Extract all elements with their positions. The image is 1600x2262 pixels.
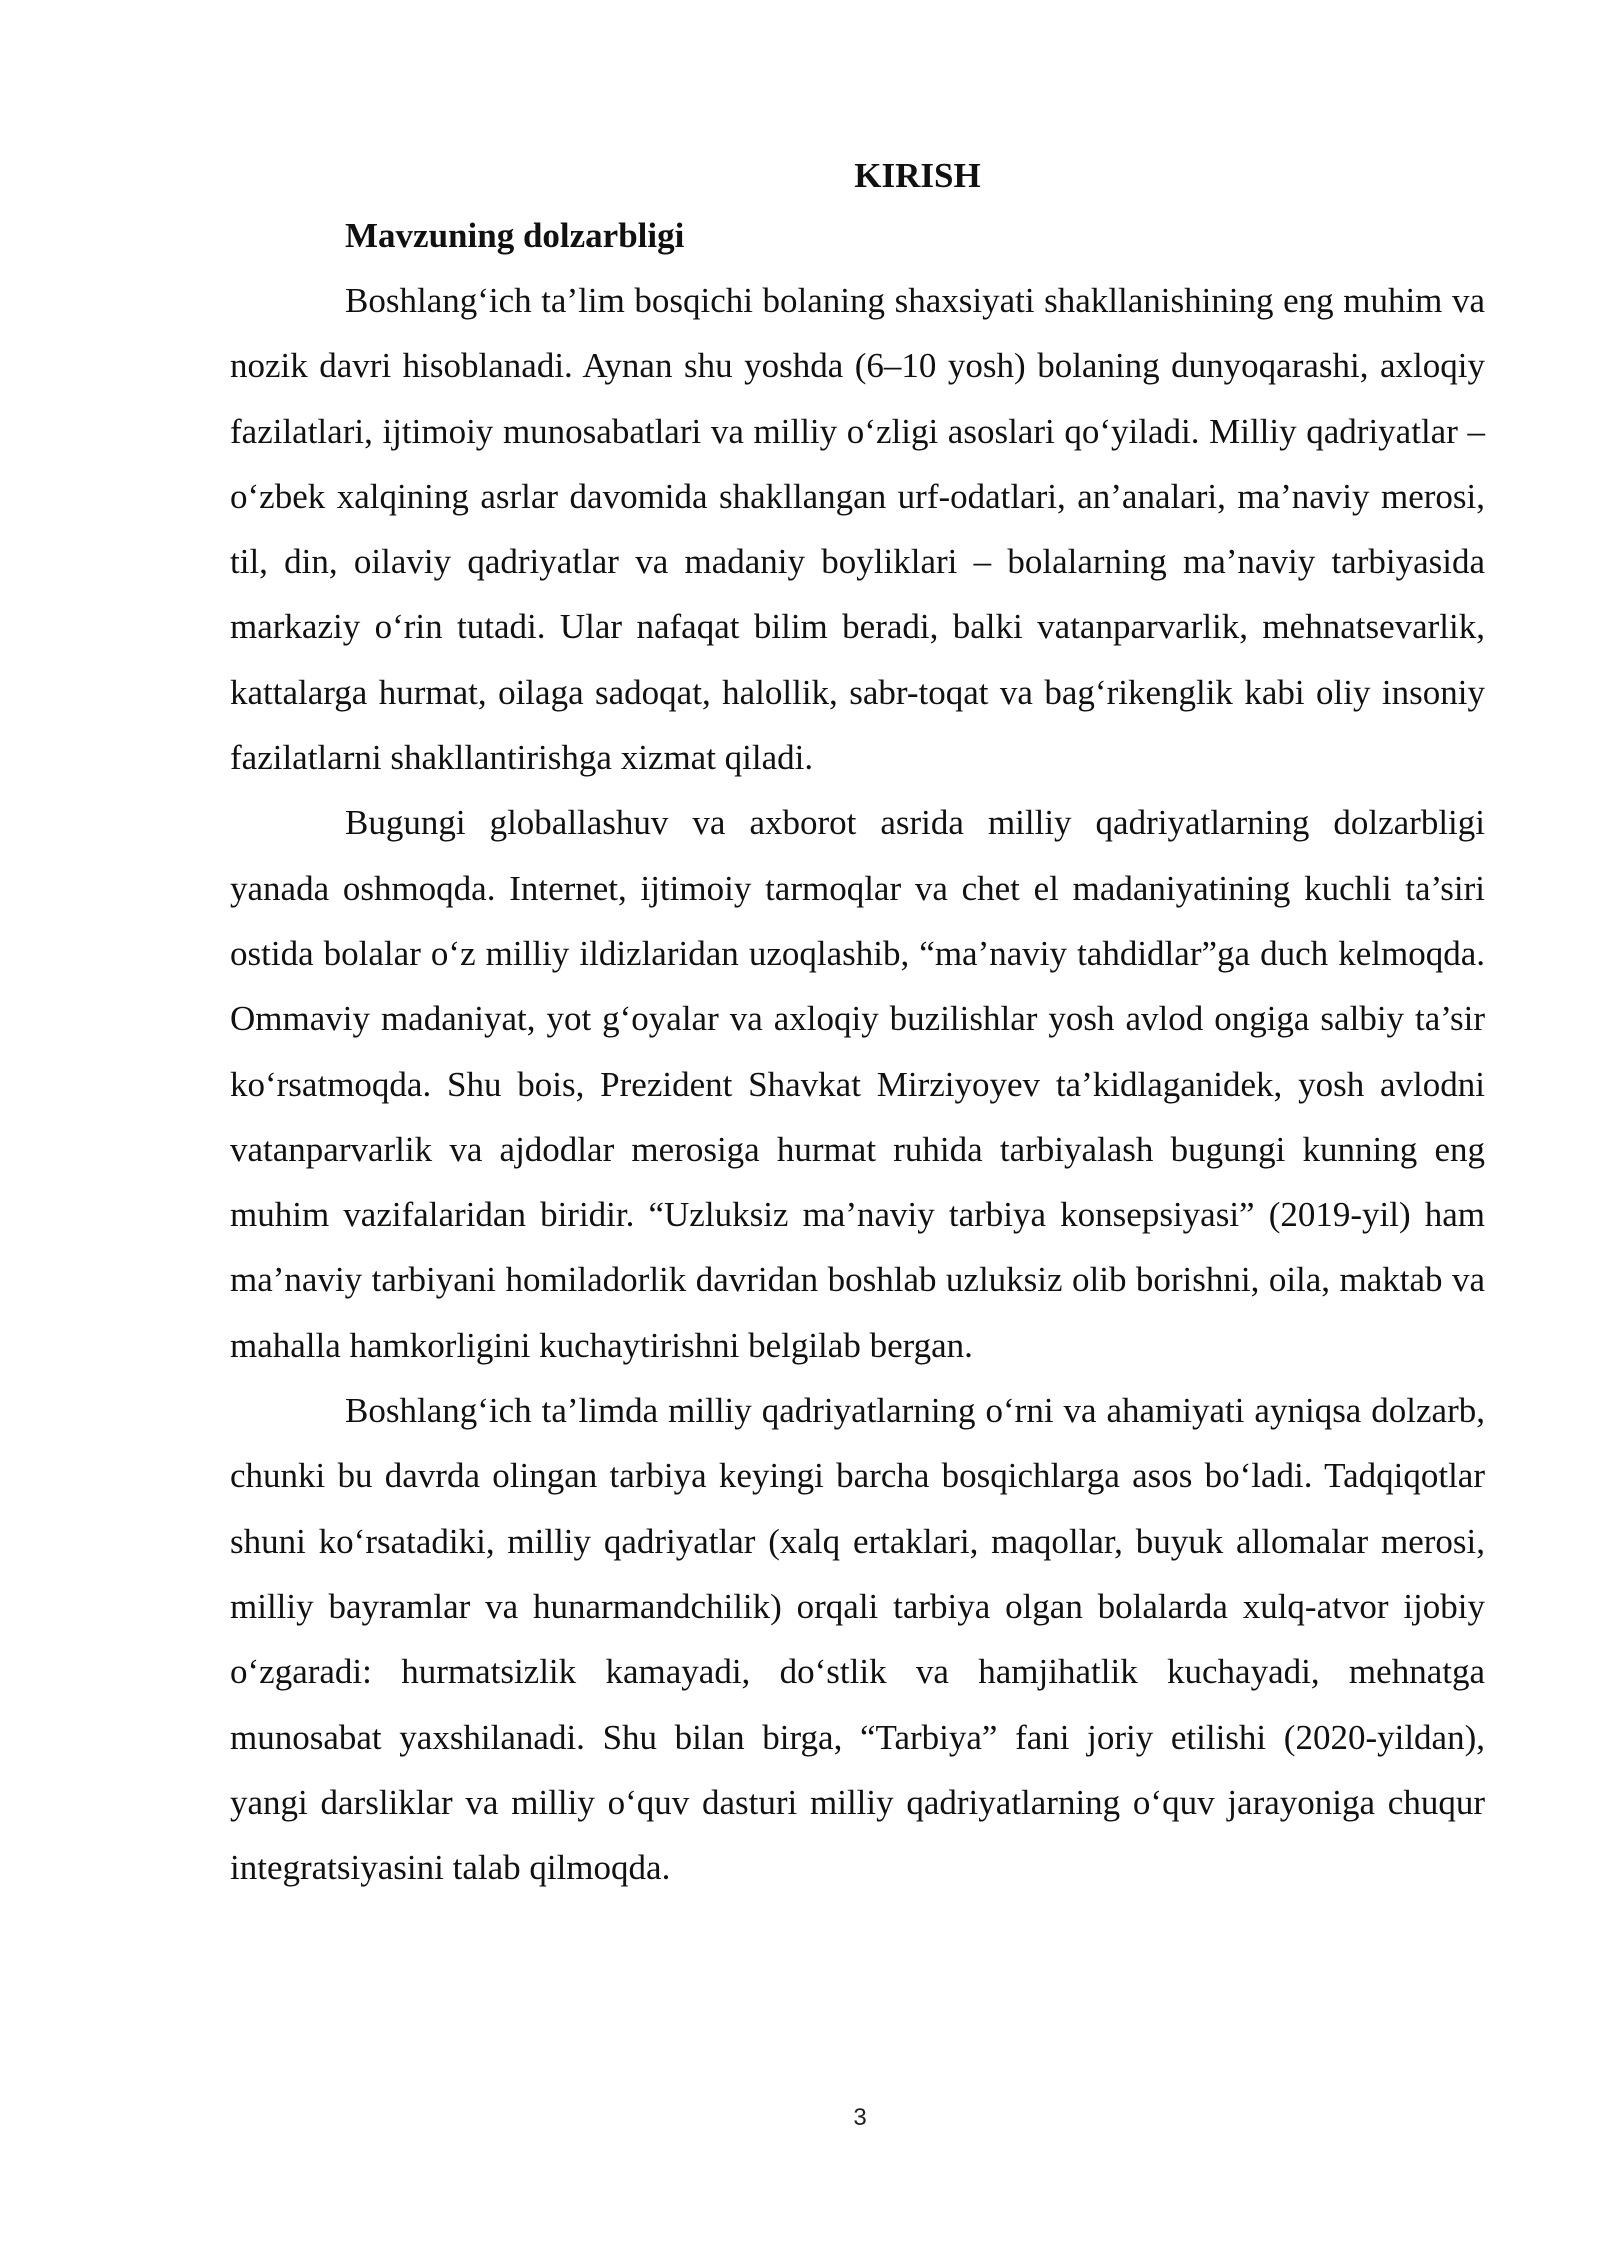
paragraph-2: Bugungi globallashuv va axborot asrida milliy qadriyatlarning dolzarbligi yanada oshmoqda. Internet, ijtimoiy tarmoqlar va chet el madaniyatining kuchli ta’siri ostida bolalar o‘z milliy ildizlaridan uzoqlashib, “ma’naviy tahdidlar”ga duch kelmoqda. Ommaviy madaniyat, yot g‘oyalar va axloqiy buzilishlar yosh avlod ongiga salbiy ta’sir ko‘rsatmoqda. Shu bois, Prezident Shavkat Mirziyoyev ta’kidlaganidek, yosh avlodni vatanparvarlik va ajdodlar merosiga hurmat ruhida tarbiyalash bugungi kunning eng muhim vazifalaridan biridir. “Uzluksiz ma’naviy tarbiya konsepsiyasi” (2019-yil) ham ma’naviy tarbiyani homiladorlik davridan boshlab uzluksiz olib borishni, oila, maktab va mahalla hamkorligini kuchaytirishni belgilab bergan. <box>230 803 1485 1365</box>
section-subheading: Mavzuning dolzarbligi <box>345 216 685 255</box>
page-number: 3 <box>853 2104 867 2131</box>
paragraph-3: Boshlang‘ich ta’limda milliy qadriyatlarning o‘rni va ahamiyati ayniqsa dolzarb, chunki bu davrda olingan tarbiya keyingi barcha bosqichlarga asos bo‘ladi. Tadqiqotlar shuni ko‘rsatadiki, milliy qadriyatlar (xalq ertaklari, maqollar, buyuk allomalar merosi, milliy bayramlar va hunarmandchilik) orqali tarbiya olgan bolalarda xulq-atvor ijobiy o‘zgaradi: hurmatsizlik kamayadi, do‘stlik va hamjihatlik kuchayadi, mehnatga munosabat yaxshilanadi. Shu bilan birga, “Tarbiya” fani joriy etilishi (2020-yildan), yangi darsliklar va milliy o‘quv dasturi milliy qadriyatlarning o‘quv jarayoniga chuqur integratsiyasini talab qilmoqda. <box>230 1391 1485 1888</box>
paragraph-1: Boshlang‘ich ta’lim bosqichi bolaning shaxsiyati shakllanishining eng muhim va nozik davri hisoblanadi. Aynan shu yoshda (6–10 yosh) bolaning dunyoqarashi, axloqiy fazilatlari, ijtimoiy munosabatlari va milliy o‘zligi asoslari qo‘yiladi. Milliy qadriyatlar – o‘zbek xalqining asrlar davomida shakllangan urf-odatlari, an’analari, ma’naviy merosi, til, din, oilaviy qadriyatlar va madaniy boyliklari – bolalarning ma’naviy tarbiyasida markaziy o‘rin tutadi. Ular nafaqat bilim beradi, balki vatanparvarlik, mehnatsevarlik, kattalarga hurmat, oilaga sadoqat, halollik, sabr-toqat va bag‘rikenglik kabi oliy insoniy fazilatlarni shakllantirishga xizmat qiladi. <box>230 281 1485 778</box>
page-content <box>230 148 1485 1900</box>
chapter-heading: KIRISH <box>854 156 981 195</box>
